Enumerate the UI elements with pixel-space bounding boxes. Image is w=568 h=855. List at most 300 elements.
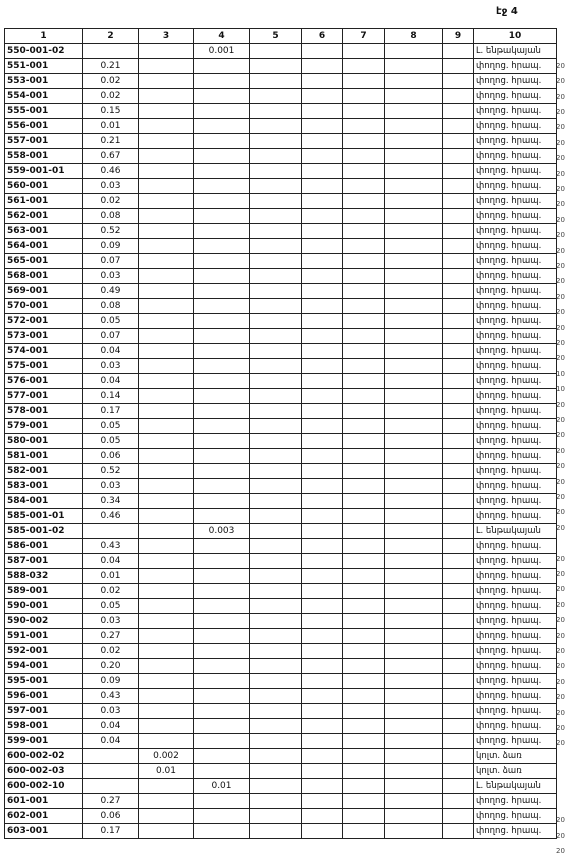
area-cell [302, 299, 343, 314]
area-cell [250, 284, 302, 299]
area-cell [385, 404, 443, 419]
area-cell [302, 539, 343, 554]
purpose-cell: փողոց. հրապ. [474, 329, 557, 344]
area-cell [343, 689, 385, 704]
area-cell [385, 749, 443, 764]
area-cell [443, 629, 474, 644]
area-cell [443, 119, 474, 134]
purpose-cell: փողոց. հրապ. [474, 254, 557, 269]
area-cell [250, 749, 302, 764]
parcel-code-cell: 581-001 [5, 449, 83, 464]
area-cell [343, 524, 385, 539]
parcel-code-cell: 562-001 [5, 209, 83, 224]
area-cell [139, 314, 194, 329]
area-cell [343, 224, 385, 239]
table-row [5, 449, 557, 464]
area-cell [343, 194, 385, 209]
area-cell: 0.27 [83, 629, 139, 644]
area-cell: 0.03 [83, 269, 139, 284]
area-cell: 0.27 [83, 794, 139, 809]
area-cell [443, 809, 474, 824]
area-cell [250, 224, 302, 239]
area-cell [139, 419, 194, 434]
area-cell [343, 539, 385, 554]
table-row [5, 779, 557, 794]
area-cell [343, 584, 385, 599]
area-cell [139, 524, 194, 539]
area-cell [302, 149, 343, 164]
area-cell [385, 74, 443, 89]
parcel-code-cell: 553-001 [5, 74, 83, 89]
area-cell [385, 239, 443, 254]
area-cell [194, 164, 250, 179]
area-cell [302, 644, 343, 659]
area-cell [194, 809, 250, 824]
area-cell [250, 614, 302, 629]
area-cell [139, 59, 194, 74]
area-cell [343, 359, 385, 374]
area-cell: 0.001 [194, 44, 250, 59]
area-cell [443, 314, 474, 329]
area-cell [343, 644, 385, 659]
purpose-cell: Լ. ենթակայան [474, 44, 557, 59]
area-cell [343, 494, 385, 509]
area-cell [443, 524, 474, 539]
area-cell [385, 89, 443, 104]
area-cell [250, 719, 302, 734]
area-cell [83, 524, 139, 539]
area-cell [343, 389, 385, 404]
area-cell [343, 659, 385, 674]
purpose-cell: փողոց. հրապ. [474, 104, 557, 119]
area-cell: 0.002 [139, 749, 194, 764]
area-cell [302, 269, 343, 284]
area-cell: 0.05 [83, 434, 139, 449]
area-cell [385, 614, 443, 629]
margin-mark: 20 [556, 292, 565, 301]
area-cell [443, 329, 474, 344]
area-cell [443, 599, 474, 614]
area-cell [302, 179, 343, 194]
table-row [5, 659, 557, 674]
area-cell [302, 314, 343, 329]
area-cell: 0.05 [83, 419, 139, 434]
area-cell: 0.06 [83, 449, 139, 464]
purpose-cell: փողոց. հրապ. [474, 644, 557, 659]
table-row [5, 389, 557, 404]
area-cell [385, 269, 443, 284]
area-cell [343, 419, 385, 434]
area-cell [385, 734, 443, 749]
area-cell [302, 524, 343, 539]
table-row [5, 509, 557, 524]
area-cell [302, 704, 343, 719]
table-row [5, 164, 557, 179]
table-row [5, 314, 557, 329]
purpose-cell: փողոց. հրապ. [474, 284, 557, 299]
table-row [5, 689, 557, 704]
area-cell [139, 179, 194, 194]
parcel-code-cell: 574-001 [5, 344, 83, 359]
table-row [5, 764, 557, 779]
area-cell: 0.06 [83, 809, 139, 824]
table-row [5, 284, 557, 299]
area-cell [83, 764, 139, 779]
purpose-cell: փողոց. հրապ. [474, 179, 557, 194]
area-cell [194, 599, 250, 614]
purpose-cell: փողոց. հրապ. [474, 359, 557, 374]
area-cell [250, 449, 302, 464]
area-cell [385, 344, 443, 359]
purpose-cell: փողոց. հրապ. [474, 419, 557, 434]
area-cell [302, 794, 343, 809]
table-row [5, 524, 557, 539]
margin-mark: 20 [556, 185, 565, 193]
margin-mark: 20 [556, 339, 565, 347]
margin-mark: 20 [556, 523, 565, 532]
area-cell [343, 299, 385, 314]
area-cell [343, 569, 385, 584]
purpose-cell: Լ. ենթակայան [474, 779, 557, 794]
parcel-code-cell: 589-001 [5, 584, 83, 599]
parcel-code-cell: 556-001 [5, 119, 83, 134]
margin-mark: 20 [556, 123, 565, 132]
purpose-cell: փողոց. հրապ. [474, 119, 557, 134]
area-cell: 0.14 [83, 389, 139, 404]
area-cell [343, 464, 385, 479]
purpose-cell: փողոց. հրապ. [474, 404, 557, 419]
area-cell [194, 74, 250, 89]
area-cell [343, 749, 385, 764]
parcel-code-cell: 578-001 [5, 404, 83, 419]
area-cell [443, 194, 474, 209]
area-cell: 0.52 [83, 224, 139, 239]
area-cell: 0.02 [83, 584, 139, 599]
area-cell [443, 134, 474, 149]
area-cell [343, 734, 385, 749]
area-cell [343, 104, 385, 119]
area-cell [139, 119, 194, 134]
area-cell [443, 749, 474, 764]
area-cell [385, 569, 443, 584]
margin-mark: 20 [556, 200, 565, 209]
area-cell [250, 149, 302, 164]
area-cell [250, 404, 302, 419]
area-cell [250, 194, 302, 209]
area-cell [343, 239, 385, 254]
purpose-cell: փողոց. հրապ. [474, 674, 557, 689]
area-cell [443, 164, 474, 179]
area-cell [443, 389, 474, 404]
area-cell [443, 779, 474, 794]
area-cell: 0.01 [139, 764, 194, 779]
area-cell [443, 299, 474, 314]
area-cell [194, 299, 250, 314]
area-cell [250, 674, 302, 689]
purpose-cell: փողոց. հրապ. [474, 554, 557, 569]
area-cell: 0.04 [83, 374, 139, 389]
area-cell [343, 329, 385, 344]
area-cell [250, 59, 302, 74]
area-cell [343, 479, 385, 494]
area-cell [302, 659, 343, 674]
area-cell [385, 254, 443, 269]
area-cell [194, 269, 250, 284]
area-cell [139, 74, 194, 89]
table-row [5, 539, 557, 554]
area-cell [385, 464, 443, 479]
area-cell [139, 644, 194, 659]
area-cell [302, 599, 343, 614]
area-cell [443, 254, 474, 269]
area-cell: 0.02 [83, 74, 139, 89]
area-cell [443, 179, 474, 194]
area-cell [194, 104, 250, 119]
area-cell [194, 149, 250, 164]
area-cell [385, 824, 443, 839]
area-cell [302, 674, 343, 689]
column-header: 9 [443, 29, 474, 44]
margin-mark: 20 [556, 708, 565, 717]
area-cell [385, 494, 443, 509]
area-cell [139, 809, 194, 824]
area-cell [194, 659, 250, 674]
area-cell [302, 479, 343, 494]
parcel-code-cell: 597-001 [5, 704, 83, 719]
area-cell [250, 359, 302, 374]
area-cell [385, 284, 443, 299]
area-cell: 0.43 [83, 689, 139, 704]
area-cell: 0.03 [83, 479, 139, 494]
table-row [5, 464, 557, 479]
area-cell [385, 524, 443, 539]
parcel-code-cell: 600-002-02 [5, 749, 83, 764]
area-cell: 0.01 [83, 119, 139, 134]
area-cell [443, 674, 474, 689]
area-cell [385, 449, 443, 464]
purpose-cell: փողոց. հրապ. [474, 479, 557, 494]
column-header: 1 [5, 29, 83, 44]
area-cell [302, 59, 343, 74]
area-cell [250, 779, 302, 794]
parcel-code-cell: 569-001 [5, 284, 83, 299]
margin-mark: 20 [556, 231, 565, 240]
area-cell [250, 689, 302, 704]
area-cell [139, 494, 194, 509]
area-cell [343, 59, 385, 74]
area-cell [139, 539, 194, 554]
table-row [5, 569, 557, 584]
purpose-cell: փողոց. հրապ. [474, 734, 557, 749]
area-cell [139, 194, 194, 209]
area-cell [343, 704, 385, 719]
area-cell [343, 179, 385, 194]
area-cell [343, 629, 385, 644]
area-cell [194, 344, 250, 359]
area-cell [302, 464, 343, 479]
column-header: 6 [302, 29, 343, 44]
area-cell [443, 284, 474, 299]
parcel-code-cell: 584-001 [5, 494, 83, 509]
area-cell [443, 149, 474, 164]
area-cell [139, 779, 194, 794]
margin-mark: 20 [556, 631, 565, 640]
area-cell: 0.17 [83, 404, 139, 419]
area-cell [343, 719, 385, 734]
area-cell [343, 149, 385, 164]
table-row [5, 59, 557, 74]
parcel-code-cell: 588-032 [5, 569, 83, 584]
area-cell [443, 419, 474, 434]
area-cell [139, 569, 194, 584]
area-cell: 0.46 [83, 509, 139, 524]
area-cell [343, 614, 385, 629]
purpose-cell: փողոց. հրապ. [474, 539, 557, 554]
purpose-cell: փողոց. հրապ. [474, 374, 557, 389]
table-row [5, 719, 557, 734]
area-cell [343, 509, 385, 524]
area-cell [194, 239, 250, 254]
area-cell: 0.01 [194, 779, 250, 794]
column-header: 7 [343, 29, 385, 44]
area-cell [194, 629, 250, 644]
parcel-code-cell: 572-001 [5, 314, 83, 329]
area-cell [302, 359, 343, 374]
area-cell [343, 344, 385, 359]
parcel-code-cell: 591-001 [5, 629, 83, 644]
area-cell: 0.05 [83, 599, 139, 614]
purpose-cell: փողոց. հրապ. [474, 134, 557, 149]
area-cell: 0.08 [83, 299, 139, 314]
table-row [5, 269, 557, 284]
margin-mark: 20 [556, 693, 565, 702]
area-cell [250, 809, 302, 824]
area-cell [302, 449, 343, 464]
purpose-cell: փողոց. հրապ. [474, 299, 557, 314]
area-cell [385, 209, 443, 224]
column-header: 5 [250, 29, 302, 44]
area-cell [194, 569, 250, 584]
parcel-code-cell: 590-001 [5, 599, 83, 614]
margin-mark: 20 [556, 246, 565, 255]
parcel-code-cell: 587-001 [5, 554, 83, 569]
area-cell [302, 779, 343, 794]
table-row [5, 734, 557, 749]
area-cell [194, 209, 250, 224]
parcel-code-cell: 568-001 [5, 269, 83, 284]
area-cell [139, 404, 194, 419]
table-row [5, 149, 557, 164]
area-cell [443, 374, 474, 389]
area-cell [250, 659, 302, 674]
area-cell [139, 734, 194, 749]
purpose-cell: փողոց. հրապ. [474, 824, 557, 839]
parcel-code-cell: 596-001 [5, 689, 83, 704]
parcel-code-cell: 585-001-01 [5, 509, 83, 524]
purpose-cell: փողոց. հրապ. [474, 704, 557, 719]
margin-mark: 20 [556, 554, 565, 563]
area-cell [385, 119, 443, 134]
area-cell [139, 659, 194, 674]
margin-mark: 20 [556, 508, 565, 517]
area-cell [302, 569, 343, 584]
area-cell [443, 794, 474, 809]
margin-mark: 20 [556, 477, 565, 486]
area-cell: 0.02 [83, 644, 139, 659]
table-row [5, 614, 557, 629]
margin-mark: 10 [556, 369, 565, 378]
parcel-code-cell: 559-001-01 [5, 164, 83, 179]
area-cell [302, 74, 343, 89]
area-cell [139, 704, 194, 719]
margin-mark: 10 [556, 385, 565, 394]
purpose-cell: փողոց. հրապ. [474, 449, 557, 464]
area-cell [139, 719, 194, 734]
area-cell: 0.17 [83, 824, 139, 839]
area-cell [385, 584, 443, 599]
table-row [5, 74, 557, 89]
margin-mark: 20 [556, 262, 565, 270]
area-cell [250, 524, 302, 539]
purpose-cell: փողոց. հրապ. [474, 224, 557, 239]
area-cell [302, 134, 343, 149]
table-row [5, 104, 557, 119]
area-cell [139, 599, 194, 614]
parcel-code-cell: 602-001 [5, 809, 83, 824]
area-cell [343, 134, 385, 149]
area-cell [194, 389, 250, 404]
area-cell [302, 719, 343, 734]
parcel-code-cell: 570-001 [5, 299, 83, 314]
area-cell [443, 824, 474, 839]
area-cell [139, 224, 194, 239]
area-cell [443, 209, 474, 224]
table-row [5, 749, 557, 764]
area-cell [302, 389, 343, 404]
area-cell [250, 299, 302, 314]
column-header: 2 [83, 29, 139, 44]
purpose-cell: փողոց. հրապ. [474, 689, 557, 704]
purpose-cell: փողոց. հրապ. [474, 389, 557, 404]
area-cell [302, 374, 343, 389]
area-cell [343, 554, 385, 569]
area-cell [194, 704, 250, 719]
area-cell [343, 779, 385, 794]
parcel-code-cell: 555-001 [5, 104, 83, 119]
area-cell [302, 554, 343, 569]
area-cell [139, 554, 194, 569]
area-cell [250, 89, 302, 104]
area-cell [302, 809, 343, 824]
area-cell: 0.67 [83, 149, 139, 164]
area-cell [385, 434, 443, 449]
margin-mark: 20 [556, 585, 565, 594]
area-cell [302, 584, 343, 599]
area-cell [139, 209, 194, 224]
table-row [5, 329, 557, 344]
purpose-cell: Լ. ենթակայան [474, 524, 557, 539]
area-cell [443, 344, 474, 359]
area-cell [302, 284, 343, 299]
area-cell [343, 74, 385, 89]
purpose-cell: փողոց. հրապ. [474, 659, 557, 674]
area-cell [385, 599, 443, 614]
parcel-code-cell: 586-001 [5, 539, 83, 554]
area-cell [250, 434, 302, 449]
area-cell [194, 494, 250, 509]
area-cell [139, 509, 194, 524]
area-cell [385, 374, 443, 389]
